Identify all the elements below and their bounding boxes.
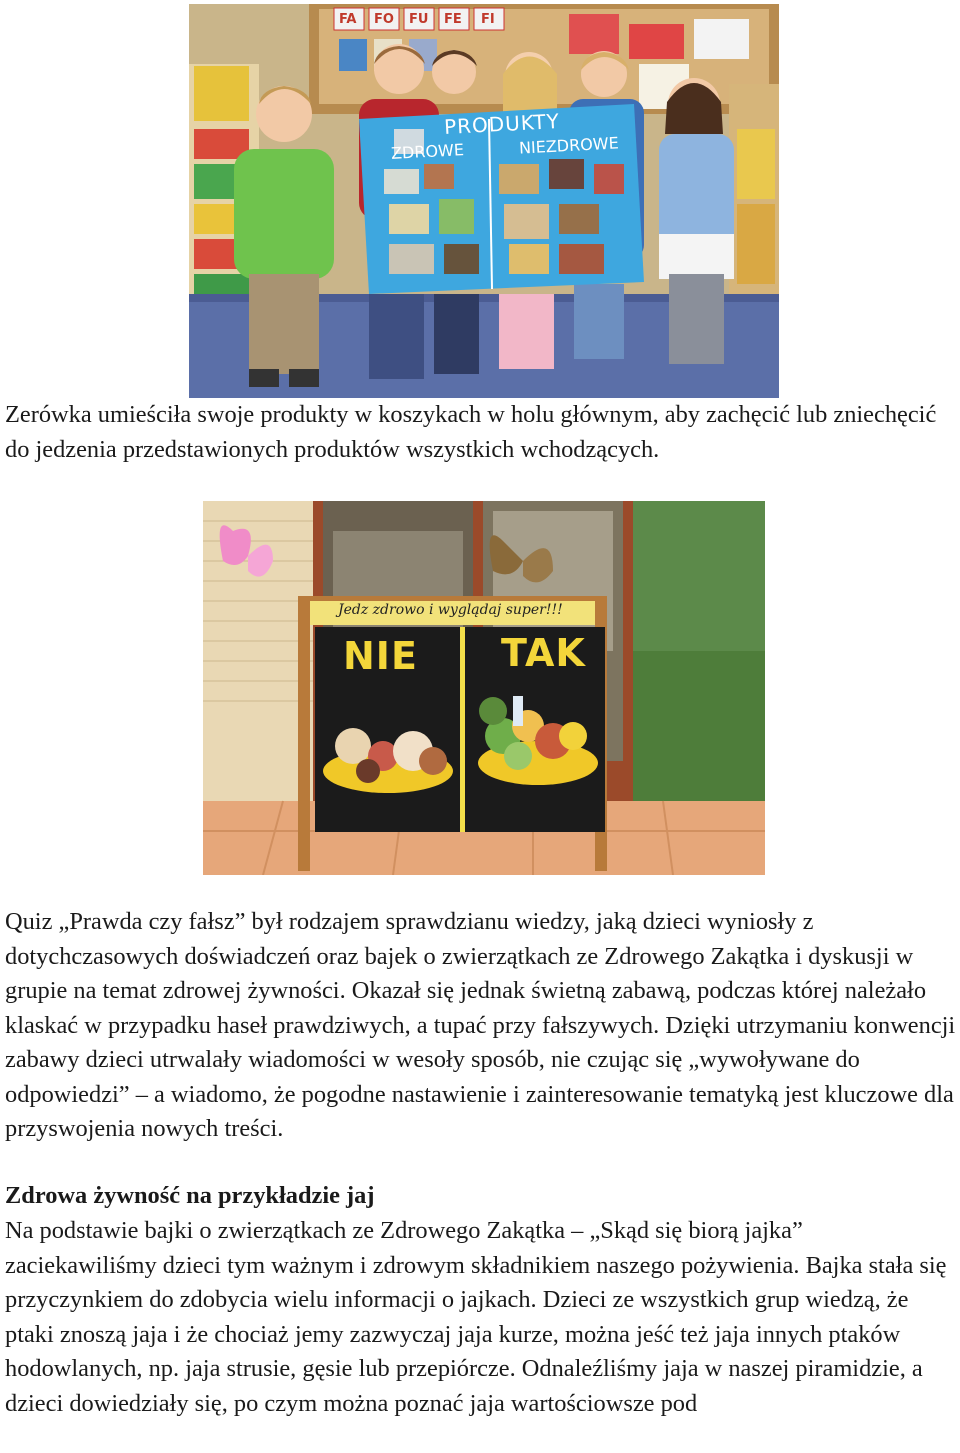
poster-title: PRODUKTY [443, 108, 561, 140]
board-label-yes: TAK [501, 631, 586, 675]
paragraph-eggs: Na podstawie bajki o zwierzątkach ze Zdrowego Zakątka – „Skąd się biorą jajka” zaciekawiliśmy dzieci tym ważnym i zdrowym składnikiem naszego pożywienia. Bajka stała się przyczynkiem do zdobycia wielu informacji o jajkach. Dzieci ze wszystkich grup wiedzą, że ptaki znoszą jaja i że chociaż jemy zazwyczaj jaja kurze, można jeść też jaja innych ptaków hodowlanych, np. jaja strusie, gęsie lub przepiórcze. Odnaleźliśmy jaja w naszej piramidzie, a dzieci dowiedziały się, po czym można poznać jaja wartościowsze pod [5, 1217, 947, 1417]
poster-label-healthy: ZDROWE [390, 140, 465, 163]
paragraph-intro: Zerówka umieściła swoje produkty w koszykach w holu głównym, aby zachęcić lub zniechęcić do jedzenia przedstawionych produktów wszystkich wchodzących. [5, 401, 937, 463]
photo-children-illustration [189, 4, 779, 398]
section-heading: Zdrowa żywność na przykładzie jaj [5, 1182, 375, 1209]
photo-board-illustration [203, 501, 765, 875]
paragraph-quiz: Quiz „Prawda czy fałsz” był rodzajem sprawdzianu wiedzy, jaką dzieci wyniosły z dotychczasowych doświadczeń oraz bajek o zwierzątkach ze Zdrowego Zakątka i dyskusji w grupie na temat zdrowej żywności. Okazał się jednak świetną zabawą, podczas której należało klaskać w przypadku haseł prawdziwych, a tupać przy fałszywych. Dzięki utrzymaniu konwencji zabawy dzieci utrwalały wiadomości w wesoły sposób, nie czując się „wywoływane do odpowiedzi” – a wiadomo, że pogodne nastawienie i zainteresowanie tematyką jest kluczowe dla przyswojenia nowych treści. [5, 908, 956, 1142]
wall-letter: FA [339, 12, 357, 27]
wall-letter: FO [374, 12, 394, 27]
board-label-no: NIE [343, 634, 418, 678]
wall-letter: FU [409, 12, 429, 27]
photo-children-with-poster [189, 4, 779, 398]
board-banner: Jedz zdrowo i wyglądaj super!!! [338, 602, 563, 618]
wall-letter: FE [444, 12, 462, 27]
poster-label-unhealthy: NIEZDROWE [518, 133, 620, 158]
photo-nie-tak-board [203, 501, 765, 875]
wall-letter: FI [481, 12, 495, 27]
